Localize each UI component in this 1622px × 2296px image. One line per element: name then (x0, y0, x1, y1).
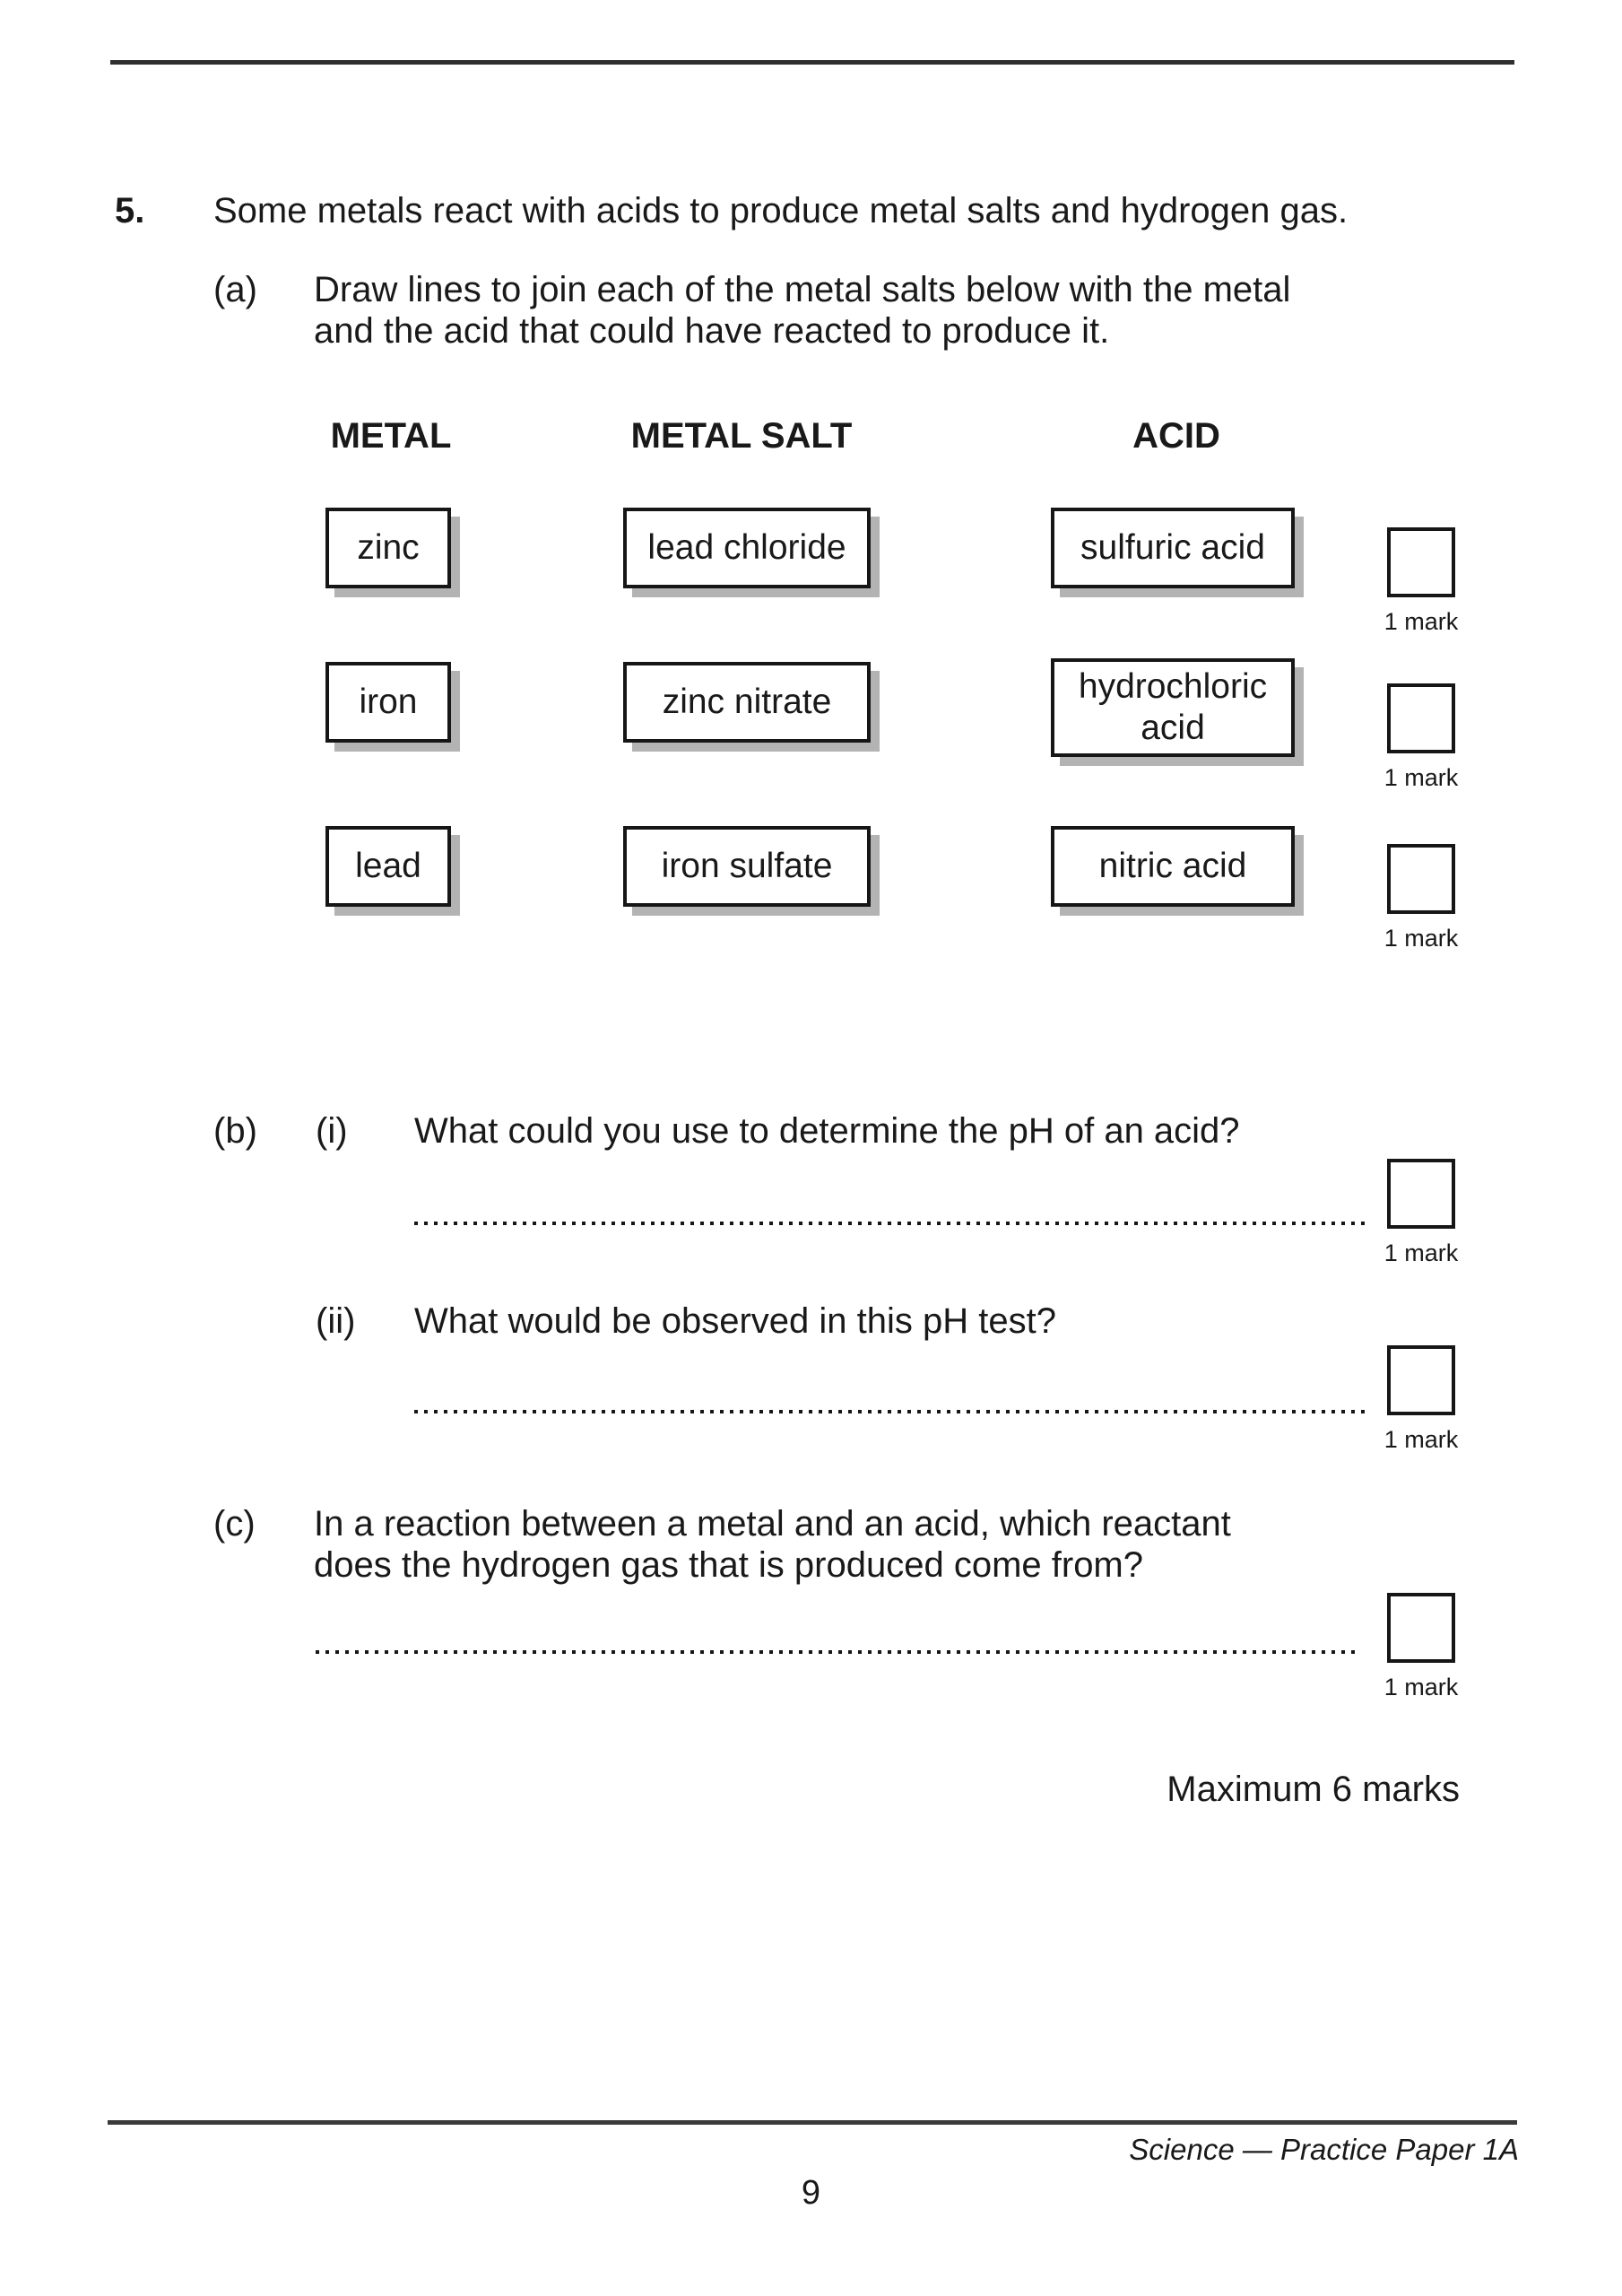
mark-box-4 (1387, 1159, 1455, 1229)
footer-doc-title: Science — Practice Paper 1A (1129, 2133, 1519, 2166)
footer-rule (108, 2120, 1517, 2125)
part-a-prompt-line1: Draw lines to join each of the metal salts below with the metal (314, 270, 1291, 309)
mark-box-6 (1387, 1593, 1455, 1663)
mark-label-2: 1 mark (1383, 764, 1459, 791)
answer-line-b-ii[interactable] (414, 1410, 1366, 1413)
column-header-acid: ACID (1132, 416, 1220, 456)
question-number: 5. (115, 191, 145, 230)
part-b-ii-label: (ii) (316, 1301, 356, 1341)
mark-box-1 (1387, 527, 1455, 597)
mark-label-1: 1 mark (1383, 608, 1459, 635)
mark-label-3: 1 mark (1383, 925, 1459, 952)
mark-label-4: 1 mark (1383, 1239, 1459, 1266)
salt-box-iron-sulfate[interactable]: iron sulfate (623, 826, 871, 907)
column-header-metal: METAL (330, 416, 452, 456)
salt-box-zinc-nitrate[interactable]: zinc nitrate (623, 662, 871, 743)
mark-box-2 (1387, 683, 1455, 753)
column-header-metal-salt: METAL SALT (630, 416, 853, 456)
metal-box-iron[interactable]: iron (325, 662, 451, 743)
part-b-label: (b) (213, 1111, 257, 1151)
salt-box-lead-chloride[interactable]: lead chloride (623, 508, 871, 588)
mark-label-5: 1 mark (1383, 1426, 1459, 1453)
part-b-i-question: What could you use to determine the pH of an acid? (414, 1111, 1240, 1151)
part-b-ii-question: What would be observed in this pH test? (414, 1301, 1056, 1341)
part-c-question-line1: In a reaction between a metal and an acid, which reactant (314, 1504, 1231, 1544)
metal-box-zinc[interactable]: zinc (325, 508, 451, 588)
top-rule (110, 60, 1514, 65)
acid-box-hydrochloric[interactable]: hydrochloric acid (1051, 658, 1295, 757)
mark-box-5 (1387, 1345, 1455, 1415)
mark-label-6: 1 mark (1383, 1674, 1459, 1700)
answer-line-b-i[interactable] (414, 1222, 1366, 1225)
max-marks: Maximum 6 marks (1167, 1770, 1460, 1809)
answer-line-c[interactable] (316, 1650, 1361, 1654)
part-c-label: (c) (213, 1504, 256, 1544)
acid-box-sulfuric[interactable]: sulfuric acid (1051, 508, 1295, 588)
metal-box-lead[interactable]: lead (325, 826, 451, 907)
part-a-prompt-line2: and the acid that could have reacted to produce it. (314, 311, 1110, 351)
acid-box-nitric[interactable]: nitric acid (1051, 826, 1295, 907)
part-a-label: (a) (213, 270, 257, 309)
mark-box-3 (1387, 844, 1455, 914)
part-c-question-line2: does the hydrogen gas that is produced come from? (314, 1545, 1143, 1585)
question-intro: Some metals react with acids to produce metal salts and hydrogen gas. (213, 191, 1349, 230)
part-b-i-label: (i) (316, 1111, 348, 1151)
page-number: 9 (801, 2174, 821, 2212)
